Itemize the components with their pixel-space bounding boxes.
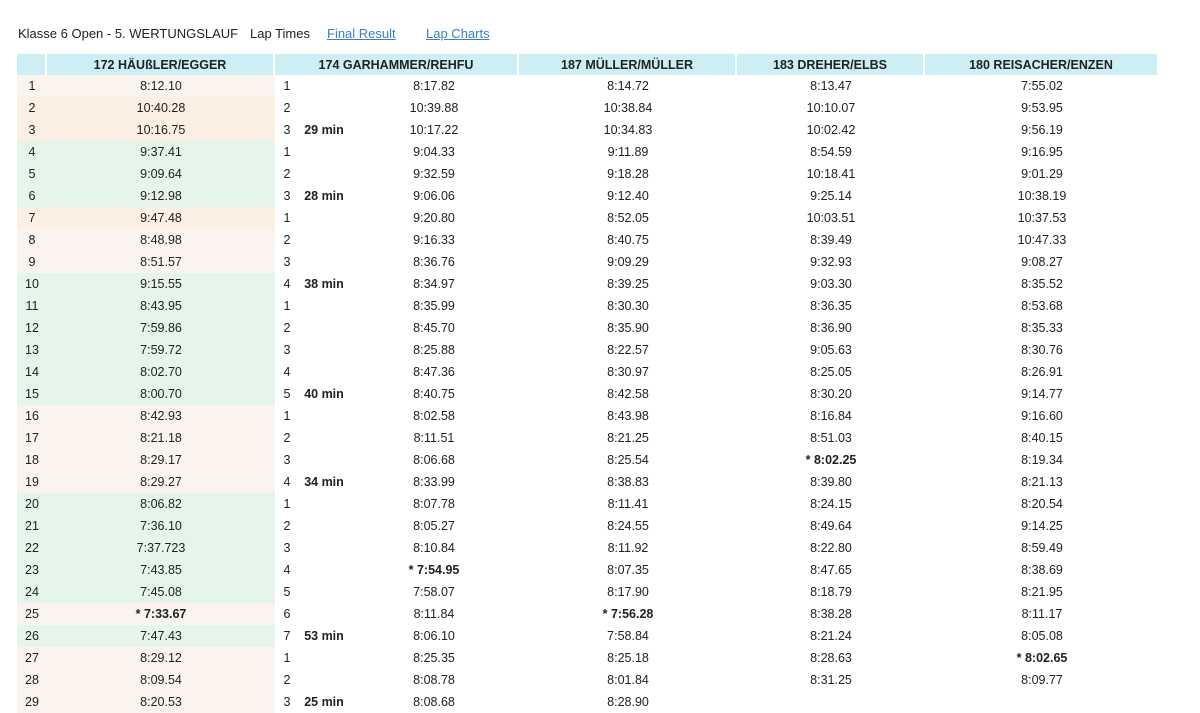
team-header: 174 GARHAMMER/REHFU [275, 54, 519, 75]
best-lap-cell: * 7:54.95 [408, 563, 460, 577]
lap-time-cell: 8:02.58 [413, 409, 455, 423]
lap-time-cell: 7:58.84 [607, 629, 649, 643]
pit-duration [299, 581, 349, 603]
pit-duration [299, 493, 349, 515]
pit-duration [299, 97, 349, 119]
lap-time-cell: 8:47.36 [413, 365, 455, 379]
lap-time-cell: 7:55.02 [1021, 79, 1063, 93]
pit-duration [299, 251, 349, 273]
lap-number: 4 [17, 141, 47, 163]
pit-duration [299, 449, 349, 471]
lap-time-cell: 10:37.53 [1017, 211, 1067, 225]
table-row [17, 119, 1159, 141]
lap-time-cell: 9:47.48 [47, 207, 275, 229]
lap-time-cell: 8:30.97 [607, 365, 649, 379]
pit-duration [299, 603, 349, 625]
stint-number: 1 [283, 211, 291, 225]
lap-time-cell: 8:07.35 [607, 563, 649, 577]
lap-time-cell: 8:38.28 [810, 607, 852, 621]
lap-time-cell: 8:21.24 [810, 629, 852, 643]
lap-time-cell: 9:11.89 [607, 145, 649, 159]
stint-number: 1 [283, 651, 291, 665]
lap-time-cell: 9:14.25 [1021, 519, 1063, 533]
lap-number: 23 [17, 559, 47, 581]
lap-number: 3 [17, 119, 47, 141]
table-row [17, 295, 1159, 317]
lap-time-cell: 10:03.51 [806, 211, 856, 225]
lap-number: 12 [17, 317, 47, 339]
lap-time-cell: 8:39.49 [810, 233, 852, 247]
lap-time-cell: 8:18.79 [810, 585, 852, 599]
lap-time-cell: 10:40.28 [47, 97, 275, 119]
lap-time-cell: 8:08.78 [413, 673, 455, 687]
lap-time-cell: 8:24.55 [607, 519, 649, 533]
lap-number: 15 [17, 383, 47, 405]
lap-time-cell: 9:25.14 [810, 189, 852, 203]
pit-duration: 28 min [304, 189, 344, 203]
lap-number: 21 [17, 515, 47, 537]
stint-number: 3 [283, 255, 291, 269]
stint-number: 1 [283, 79, 291, 93]
lap-time-cell: 10:39.88 [409, 101, 459, 115]
lap-number: 6 [17, 185, 47, 207]
lap-time-cell: 8:21.13 [1021, 475, 1063, 489]
stint-number: 2 [283, 101, 291, 115]
stint-number: 3 [283, 695, 291, 709]
pit-duration [299, 537, 349, 559]
lap-time-cell: 9:14.77 [1021, 387, 1063, 401]
lap-number: 22 [17, 537, 47, 559]
stint-number: 4 [283, 277, 291, 291]
lap-time-cell: 9:12.40 [607, 189, 649, 203]
best-lap-cell: * 7:33.67 [47, 603, 275, 625]
pit-duration [299, 163, 349, 185]
lap-time-cell: 8:51.03 [810, 431, 852, 445]
table-row [17, 207, 1159, 229]
lap-time-cell: 8:05.27 [413, 519, 455, 533]
lap-number: 19 [17, 471, 47, 493]
lap-number: 25 [17, 603, 47, 625]
stint-number: 5 [283, 387, 291, 401]
lap-charts-link[interactable]: Lap Charts [426, 26, 490, 41]
lap-number: 20 [17, 493, 47, 515]
lap-time-cell: 9:12.98 [47, 185, 275, 207]
lap-time-cell: 7:36.10 [47, 515, 275, 537]
lap-time-cell: 10:17.22 [409, 123, 459, 137]
lap-number: 1 [17, 75, 47, 97]
lap-time-cell: 8:21.95 [1021, 585, 1063, 599]
lap-time-cell: 8:35.33 [1021, 321, 1063, 335]
lap-time-cell: 10:10.07 [806, 101, 856, 115]
stint-number: 1 [283, 497, 291, 511]
pit-duration [299, 669, 349, 691]
lap-number: 7 [17, 207, 47, 229]
lap-column-header [17, 54, 47, 75]
stint-number: 3 [283, 189, 291, 203]
lap-time-cell: 9:06.06 [413, 189, 455, 203]
lap-time-cell: 8:40.75 [607, 233, 649, 247]
stint-number: 4 [283, 475, 291, 489]
lap-time-cell: 8:40.75 [413, 387, 455, 401]
lap-time-cell: 8:25.18 [607, 651, 649, 665]
lap-time-cell: 8:42.58 [607, 387, 649, 401]
lap-time-cell: 8:11.84 [413, 607, 455, 621]
lap-time-cell: 9:09.29 [607, 255, 649, 269]
lap-time-cell: 10:38.84 [603, 101, 653, 115]
lap-number: 9 [17, 251, 47, 273]
lap-time-cell: 9:01.29 [1021, 167, 1063, 181]
lap-time-cell: 8:02.70 [47, 361, 275, 383]
lap-time-cell: 8:43.98 [607, 409, 649, 423]
lap-time-cell: 8:09.77 [1021, 673, 1063, 687]
lap-time-cell [737, 691, 925, 713]
lap-time-cell: 9:08.27 [1021, 255, 1063, 269]
stint-number: 7 [283, 629, 291, 643]
lap-time-cell: 8:11.92 [607, 541, 649, 555]
lap-time-cell: 9:56.19 [1021, 123, 1063, 137]
lap-number: 10 [17, 273, 47, 295]
table-header-row [17, 54, 1159, 75]
lap-time-cell: 8:45.70 [413, 321, 455, 335]
lap-time-cell: 9:32.59 [413, 167, 455, 181]
lap-time-cell: 8:36.76 [413, 255, 455, 269]
lap-number: 13 [17, 339, 47, 361]
pit-duration: 40 min [304, 387, 344, 401]
lap-time-cell: 9:32.93 [810, 255, 852, 269]
lap-number: 28 [17, 669, 47, 691]
table-row [17, 625, 1159, 647]
best-lap-cell: * 7:56.28 [602, 607, 654, 621]
lap-time-cell: 8:39.25 [607, 277, 649, 291]
lap-time-cell: 8:11.51 [413, 431, 455, 445]
lap-time-cell: 8:35.90 [607, 321, 649, 335]
lap-time-cell: 8:10.84 [413, 541, 455, 555]
pit-duration: 25 min [304, 695, 344, 709]
pit-duration: 34 min [304, 475, 344, 489]
lap-time-cell: 9:18.28 [607, 167, 649, 181]
table-row [17, 339, 1159, 361]
stint-number: 1 [283, 409, 291, 423]
lap-time-cell: 8:08.68 [413, 695, 455, 709]
lap-time-cell: 8:29.17 [47, 449, 275, 471]
stint-number: 3 [283, 343, 291, 357]
lap-time-cell: 8:13.47 [810, 79, 852, 93]
lap-number: 18 [17, 449, 47, 471]
lap-time-cell: 9:05.63 [810, 343, 852, 357]
table-row [17, 449, 1159, 471]
lap-time-cell: 8:53.68 [1021, 299, 1063, 313]
lap-times-table [17, 54, 1159, 713]
pit-duration [299, 559, 349, 581]
lap-time-cell: 9:03.30 [810, 277, 852, 291]
lap-time-cell: 9:20.80 [413, 211, 455, 225]
lap-time-cell: 8:25.05 [810, 365, 852, 379]
lap-time-cell [925, 691, 1159, 713]
lap-time-cell: 8:06.10 [413, 629, 455, 643]
table-row [17, 427, 1159, 449]
stint-number: 2 [283, 167, 291, 181]
lap-number: 29 [17, 691, 47, 713]
lap-time-cell: 8:22.57 [607, 343, 649, 357]
lap-time-cell: 8:28.63 [810, 651, 852, 665]
lap-time-cell: 8:48.98 [47, 229, 275, 251]
lap-time-cell: 7:37.723 [47, 537, 275, 559]
table-row [17, 141, 1159, 163]
lap-time-cell: 9:53.95 [1021, 101, 1063, 115]
lap-time-cell: 8:34.97 [413, 277, 455, 291]
lap-number: 24 [17, 581, 47, 603]
lap-time-cell: 8:42.93 [47, 405, 275, 427]
pit-duration [299, 295, 349, 317]
lap-time-cell: 8:20.53 [47, 691, 275, 713]
lap-time-cell: 9:15.55 [47, 273, 275, 295]
lap-time-cell: 8:35.52 [1021, 277, 1063, 291]
lap-time-cell: 8:28.90 [607, 695, 649, 709]
lap-number: 14 [17, 361, 47, 383]
lap-time-cell: 8:20.54 [1021, 497, 1063, 511]
lap-time-cell: 8:25.54 [607, 453, 649, 467]
lap-time-cell: 8:38.83 [607, 475, 649, 489]
lap-time-cell: 8:06.68 [413, 453, 455, 467]
table-row [17, 691, 1159, 713]
lap-time-cell: 8:54.59 [810, 145, 852, 159]
lap-time-cell: 8:21.18 [47, 427, 275, 449]
table-row [17, 669, 1159, 691]
table-row [17, 493, 1159, 515]
table-body [17, 75, 1159, 713]
lap-time-cell: 8:51.57 [47, 251, 275, 273]
stint-number: 2 [283, 321, 291, 335]
pit-duration [299, 141, 349, 163]
lap-time-cell: 8:49.64 [810, 519, 852, 533]
lap-time-cell: 7:59.72 [47, 339, 275, 361]
team-header: 183 DREHER/ELBS [737, 54, 925, 75]
lap-time-cell: 8:05.08 [1021, 629, 1063, 643]
lap-time-cell: 8:21.25 [607, 431, 649, 445]
lap-time-cell: 7:58.07 [413, 585, 455, 599]
best-lap-cell: * 8:02.65 [1016, 651, 1068, 665]
lap-time-cell: 8:25.88 [413, 343, 455, 357]
stint-number: 6 [283, 607, 291, 621]
table-row [17, 185, 1159, 207]
pit-duration [299, 75, 349, 97]
lap-time-cell: 7:43.85 [47, 559, 275, 581]
lap-number: 27 [17, 647, 47, 669]
table-row [17, 405, 1159, 427]
lap-time-cell: 8:35.99 [413, 299, 455, 313]
lap-time-cell: 8:24.15 [810, 497, 852, 511]
lap-time-cell: 8:36.35 [810, 299, 852, 313]
pit-duration [299, 405, 349, 427]
lap-times-label: Lap Times [250, 26, 310, 41]
page-title: Klasse 6 Open - 5. WERTUNGSLAUF [18, 26, 239, 41]
lap-time-cell: 8:11.41 [607, 497, 649, 511]
lap-time-cell: 9:04.33 [413, 145, 455, 159]
lap-number: 26 [17, 625, 47, 647]
table-row [17, 317, 1159, 339]
best-lap-cell: * 8:02.25 [805, 453, 857, 467]
lap-number: 8 [17, 229, 47, 251]
pit-duration [299, 647, 349, 669]
pit-duration [299, 207, 349, 229]
lap-time-cell: 8:40.15 [1021, 431, 1063, 445]
lap-time-cell: 8:19.34 [1021, 453, 1063, 467]
lap-time-cell: 8:00.70 [47, 383, 275, 405]
lap-time-cell: 8:29.12 [47, 647, 275, 669]
lap-time-cell: 8:11.17 [1021, 607, 1063, 621]
lap-number: 5 [17, 163, 47, 185]
pit-duration [299, 317, 349, 339]
table-row [17, 97, 1159, 119]
lap-time-cell: 8:06.82 [47, 493, 275, 515]
table-row [17, 647, 1159, 669]
lap-time-cell: 8:30.20 [810, 387, 852, 401]
lap-time-cell: 8:25.35 [413, 651, 455, 665]
lap-time-cell: 7:47.43 [47, 625, 275, 647]
lap-time-cell: 10:18.41 [806, 167, 856, 181]
stint-number: 1 [283, 145, 291, 159]
lap-time-cell: 8:36.90 [810, 321, 852, 335]
lap-time-cell: 8:43.95 [47, 295, 275, 317]
table-row [17, 603, 1159, 625]
pit-duration [299, 229, 349, 251]
lap-time-cell: 8:38.69 [1021, 563, 1063, 577]
team-header: 187 MÜLLER/MÜLLER [519, 54, 737, 75]
table-row [17, 515, 1159, 537]
lap-time-cell: 10:38.19 [1017, 189, 1067, 203]
team-header: 180 REISACHER/ENZEN [925, 54, 1159, 75]
stint-number: 2 [283, 431, 291, 445]
lap-time-cell: 8:22.80 [810, 541, 852, 555]
page-header [0, 0, 1200, 52]
table-row [17, 581, 1159, 603]
pit-duration [299, 427, 349, 449]
stint-number: 2 [283, 673, 291, 687]
lap-time-cell: 10:47.33 [1017, 233, 1067, 247]
lap-time-cell: 8:30.30 [607, 299, 649, 313]
lap-time-cell: 7:45.08 [47, 581, 275, 603]
pit-duration: 53 min [304, 629, 344, 643]
pit-duration [299, 361, 349, 383]
lap-time-cell: 8:09.54 [47, 669, 275, 691]
lap-time-cell: 9:09.64 [47, 163, 275, 185]
stint-number: 5 [283, 585, 291, 599]
stint-number: 4 [283, 563, 291, 577]
lap-time-cell: 10:16.75 [47, 119, 275, 141]
lap-time-cell: 8:31.25 [810, 673, 852, 687]
lap-time-cell: 9:16.95 [1021, 145, 1063, 159]
table-row [17, 537, 1159, 559]
stint-number: 2 [283, 233, 291, 247]
lap-time-cell: 10:34.83 [603, 123, 653, 137]
table-row [17, 361, 1159, 383]
lap-time-cell: 10:02.42 [806, 123, 856, 137]
lap-time-cell: 7:59.86 [47, 317, 275, 339]
lap-time-cell: 8:16.84 [810, 409, 852, 423]
lap-time-cell: 8:14.72 [607, 79, 649, 93]
pit-duration [299, 339, 349, 361]
lap-time-cell: 8:29.27 [47, 471, 275, 493]
lap-time-cell: 9:37.41 [47, 141, 275, 163]
lap-time-cell: 8:01.84 [607, 673, 649, 687]
table-row [17, 229, 1159, 251]
lap-number: 17 [17, 427, 47, 449]
table-row [17, 471, 1159, 493]
stint-number: 2 [283, 519, 291, 533]
lap-time-cell: 8:39.80 [810, 475, 852, 489]
lap-time-cell: 9:16.33 [413, 233, 455, 247]
pit-duration: 29 min [304, 123, 344, 137]
lap-number: 16 [17, 405, 47, 427]
lap-time-cell: 8:52.05 [607, 211, 649, 225]
stint-number: 3 [283, 453, 291, 467]
lap-time-cell: 9:16.60 [1021, 409, 1063, 423]
table-row [17, 559, 1159, 581]
lap-time-cell: 8:12.10 [47, 75, 275, 97]
lap-number: 11 [17, 295, 47, 317]
table-row [17, 75, 1159, 97]
lap-time-cell: 8:07.78 [413, 497, 455, 511]
lap-time-cell: 8:17.90 [607, 585, 649, 599]
pit-duration: 38 min [304, 277, 344, 291]
team-header: 172 HÄUßLER/EGGER [47, 54, 275, 75]
pit-duration [299, 515, 349, 537]
lap-time-cell: 8:17.82 [413, 79, 455, 93]
lap-number: 2 [17, 97, 47, 119]
lap-time-cell: 8:59.49 [1021, 541, 1063, 555]
table-row [17, 163, 1159, 185]
stint-number: 4 [283, 365, 291, 379]
final-result-link[interactable]: Final Result [327, 26, 396, 41]
stint-number: 3 [283, 541, 291, 555]
table-row [17, 251, 1159, 273]
lap-time-cell: 8:30.76 [1021, 343, 1063, 357]
table-row [17, 273, 1159, 295]
lap-time-cell: 8:26.91 [1021, 365, 1063, 379]
table-row [17, 383, 1159, 405]
stint-number: 1 [283, 299, 291, 313]
lap-time-cell: 8:33.99 [413, 475, 455, 489]
lap-time-cell: 8:47.65 [810, 563, 852, 577]
stint-number: 3 [283, 123, 291, 137]
